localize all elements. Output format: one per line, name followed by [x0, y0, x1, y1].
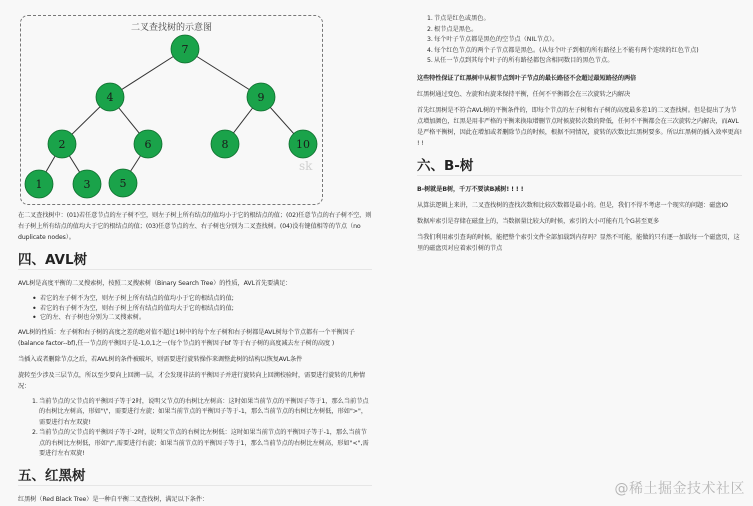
rb-balance: 红黑树通过变色、左旋和右旋来保持平衡，任何不平衡都会在三次旋转之内解决 [417, 90, 631, 98]
tree-node-8 [211, 130, 239, 158]
avl-rotation-cases [18, 397, 372, 460]
svg-text:1: 1 [35, 178, 43, 191]
list-item [427, 56, 742, 67]
list-number: 1. [32, 397, 38, 405]
tree-node-2 [48, 130, 76, 158]
list-number: 1. [427, 15, 433, 22]
list-item [427, 14, 742, 25]
list-number: 2. [427, 25, 433, 33]
bst-tree-graphic [0, 0, 345, 215]
tree-node-1 [25, 170, 53, 198]
diagram-title: 二叉查找树的示意图 [130, 23, 212, 33]
list-number: 5. [427, 57, 433, 64]
svg-text:7: 7 [181, 43, 189, 56]
list-text: 节点是红色或黑色。 [434, 15, 490, 22]
list-text: 当前节点的父节点的平衡因子等于2时，说明父节点的右树比左树高：这时如果当前节点的平衡因子等于1，那么当前节点的右树比左树高，形如"\"，需要进行左旋；如果当前节点的平衡因子等于-1，那么当前节点的右树比左树低，形如">"，需要进行右左双旋! [39, 397, 369, 426]
svg-text:9: 9 [257, 91, 265, 104]
tree-node-4 [96, 83, 124, 111]
list-item [427, 35, 742, 46]
list-number: 4. [427, 46, 433, 54]
image-watermark: sk [299, 159, 313, 173]
avl-property: AVL树的性质：左子树和右子树的高度之差的绝对值不超过1树中的每个左子树和右子树都是AVL树每个节点都有一个平衡因子(balance factor--bf),任一节点的平衡因子是-1,0,1之一(每个节点的平衡因子bf 等于右子树的高度减去左子树的高度 ) [18, 328, 355, 347]
list-number: 2. [32, 429, 38, 437]
tree-node-7 [171, 35, 199, 63]
list-text: 根节点是黑色。 [434, 25, 478, 33]
svg-text:8: 8 [221, 138, 229, 151]
list-item [427, 46, 742, 57]
btree-paragraph-2: 数据库索引是存储在磁盘上的，当数据量比较大的时候，索引的大小可能有几个G甚至更多 [417, 217, 660, 225]
svg-text:3: 3 [83, 178, 91, 191]
tree-node-6 [134, 130, 162, 158]
tree-node-3 [73, 170, 101, 198]
list-text: 当前节点的父节点的平衡因子等于-2时，说明父节点的右树比左树低：这时如果当前节点的平衡因子等于-1，那么当前节点的右树比左树低，形如"/",需要进行右旋；如果当前节点的平衡因子等于1，那么当前节点的右树比左树高，形如"<",需要进行左右双旋! [39, 429, 369, 458]
avl-rotate-condition: 当插入或者删除节点之后，若AVL树的条件被破坏，则需要进行旋转操作来调整此树的结构以恢复AVL条件 [18, 355, 303, 363]
list-item: • 若它的左子树不为空，则左子树上所有结点的值均小于它的根结点的值; [32, 294, 372, 304]
left-column [18, 210, 372, 506]
list-item: • 它的左、右子树也分别为二叉搜索树。 [32, 313, 372, 323]
list-text: 每个红色节点的两个子节点都是黑色。(从每个叶子到根的所有路径上不能有两个连续的红色节点) [434, 46, 699, 54]
list-text: 从任一节点到其每个叶子的所有路径都包含相同数目的黑色节点。 [434, 57, 614, 64]
svg-text:4: 4 [106, 91, 114, 104]
rb-vs-avl: 首先红黑树是不符合AVL树的平衡条件的，即每个节点的左子树和右子树的高度最多差1的二叉查找树。但是提出了为节点增加颜色，红黑是用非严格的平衡来换取增删节点时候旋转次数的降低，任何不平衡都会在三次旋转之内解决，而AVL是严格平衡树，因此在增加或者删除节点的时候，根据不同情况，旋转的次数比红黑树要多。所以红黑树的插入效率更高! ! ! [417, 106, 743, 147]
bst-diagram [20, 15, 323, 205]
rb-property: 这些特性保证了红黑树中从根节点到叶子节点的最长路径不会超过最短路径的两倍 [417, 74, 637, 82]
list-text: 每个叶子节点都是黑色的空节点（NIL节点）。 [434, 36, 559, 43]
svg-text:2: 2 [58, 138, 66, 151]
site-watermark: @稀土掘金技术社区 [614, 481, 745, 497]
svg-text:10: 10 [296, 138, 310, 151]
rb-rules-list [417, 14, 742, 67]
tree-node-9 [247, 83, 275, 111]
avl-conditions-list [18, 294, 372, 323]
tree-node-5 [109, 169, 137, 197]
bst-description: 在二叉查找树中：(01)若任意节点的左子树不空，则左子树上所有结点的值均小于它的根结点的值；(02)任意节点的右子树不空，则右子树上所有结点的值均大于它的根结点的值；(03)任意节点的左、右子树也分别为二叉查找树。(04)没有键值相等的节点（no duplicate nodes）。 [18, 212, 372, 241]
btree-paragraph-1: 从算法逻辑上来讲，二叉查找树的查找次数和比较次数都是最小的。但是，我们不得不考虑一个现实的问题：磁盘IO [417, 201, 728, 209]
btree-note: B-树就是B树，千万不要读B减树! ! ! ! [417, 185, 524, 193]
rb-intro: 红黑树（Red Black Tree）是一种自平衡二叉查找树，满足以下条件： [18, 495, 209, 503]
svg-text:5: 5 [119, 177, 127, 190]
list-item: • 若它的右子树不为空，则右子树上所有结点的值均大于它的根结点的值; [32, 304, 372, 314]
btree-paragraph-3: 当我们利用索引查询的时候，能把整个索引文件全部加载到内存吗？显然不可能，能做的只有逐一加载每一个磁盘页，这里的磁盘页对应着索引树的节点 [417, 233, 740, 252]
heading-red-black-tree: 五、红黑树 [18, 464, 372, 486]
list-item [32, 397, 372, 429]
right-column [417, 14, 742, 259]
list-item [427, 25, 742, 36]
heading-avl: 四、AVL树 [18, 248, 372, 270]
avl-intro: AVL树是高度平衡的二叉搜索树，按照二叉搜索树（Binary Search Tree）的性质，AVL首先要满足： [18, 280, 292, 287]
list-number: 3. [427, 36, 433, 43]
list-item [32, 428, 372, 460]
avl-rotate-intro: 旋转至少涉及三层节点，所以至少要向上回溯一层，才会发现非法的平衡因子并进行旋转向上回溯校验时，需要进行旋转的几种情况： [18, 371, 365, 390]
heading-b-tree: 六、B-树 [417, 154, 742, 176]
svg-text:6: 6 [144, 138, 152, 151]
tree-node-10 [289, 130, 317, 158]
